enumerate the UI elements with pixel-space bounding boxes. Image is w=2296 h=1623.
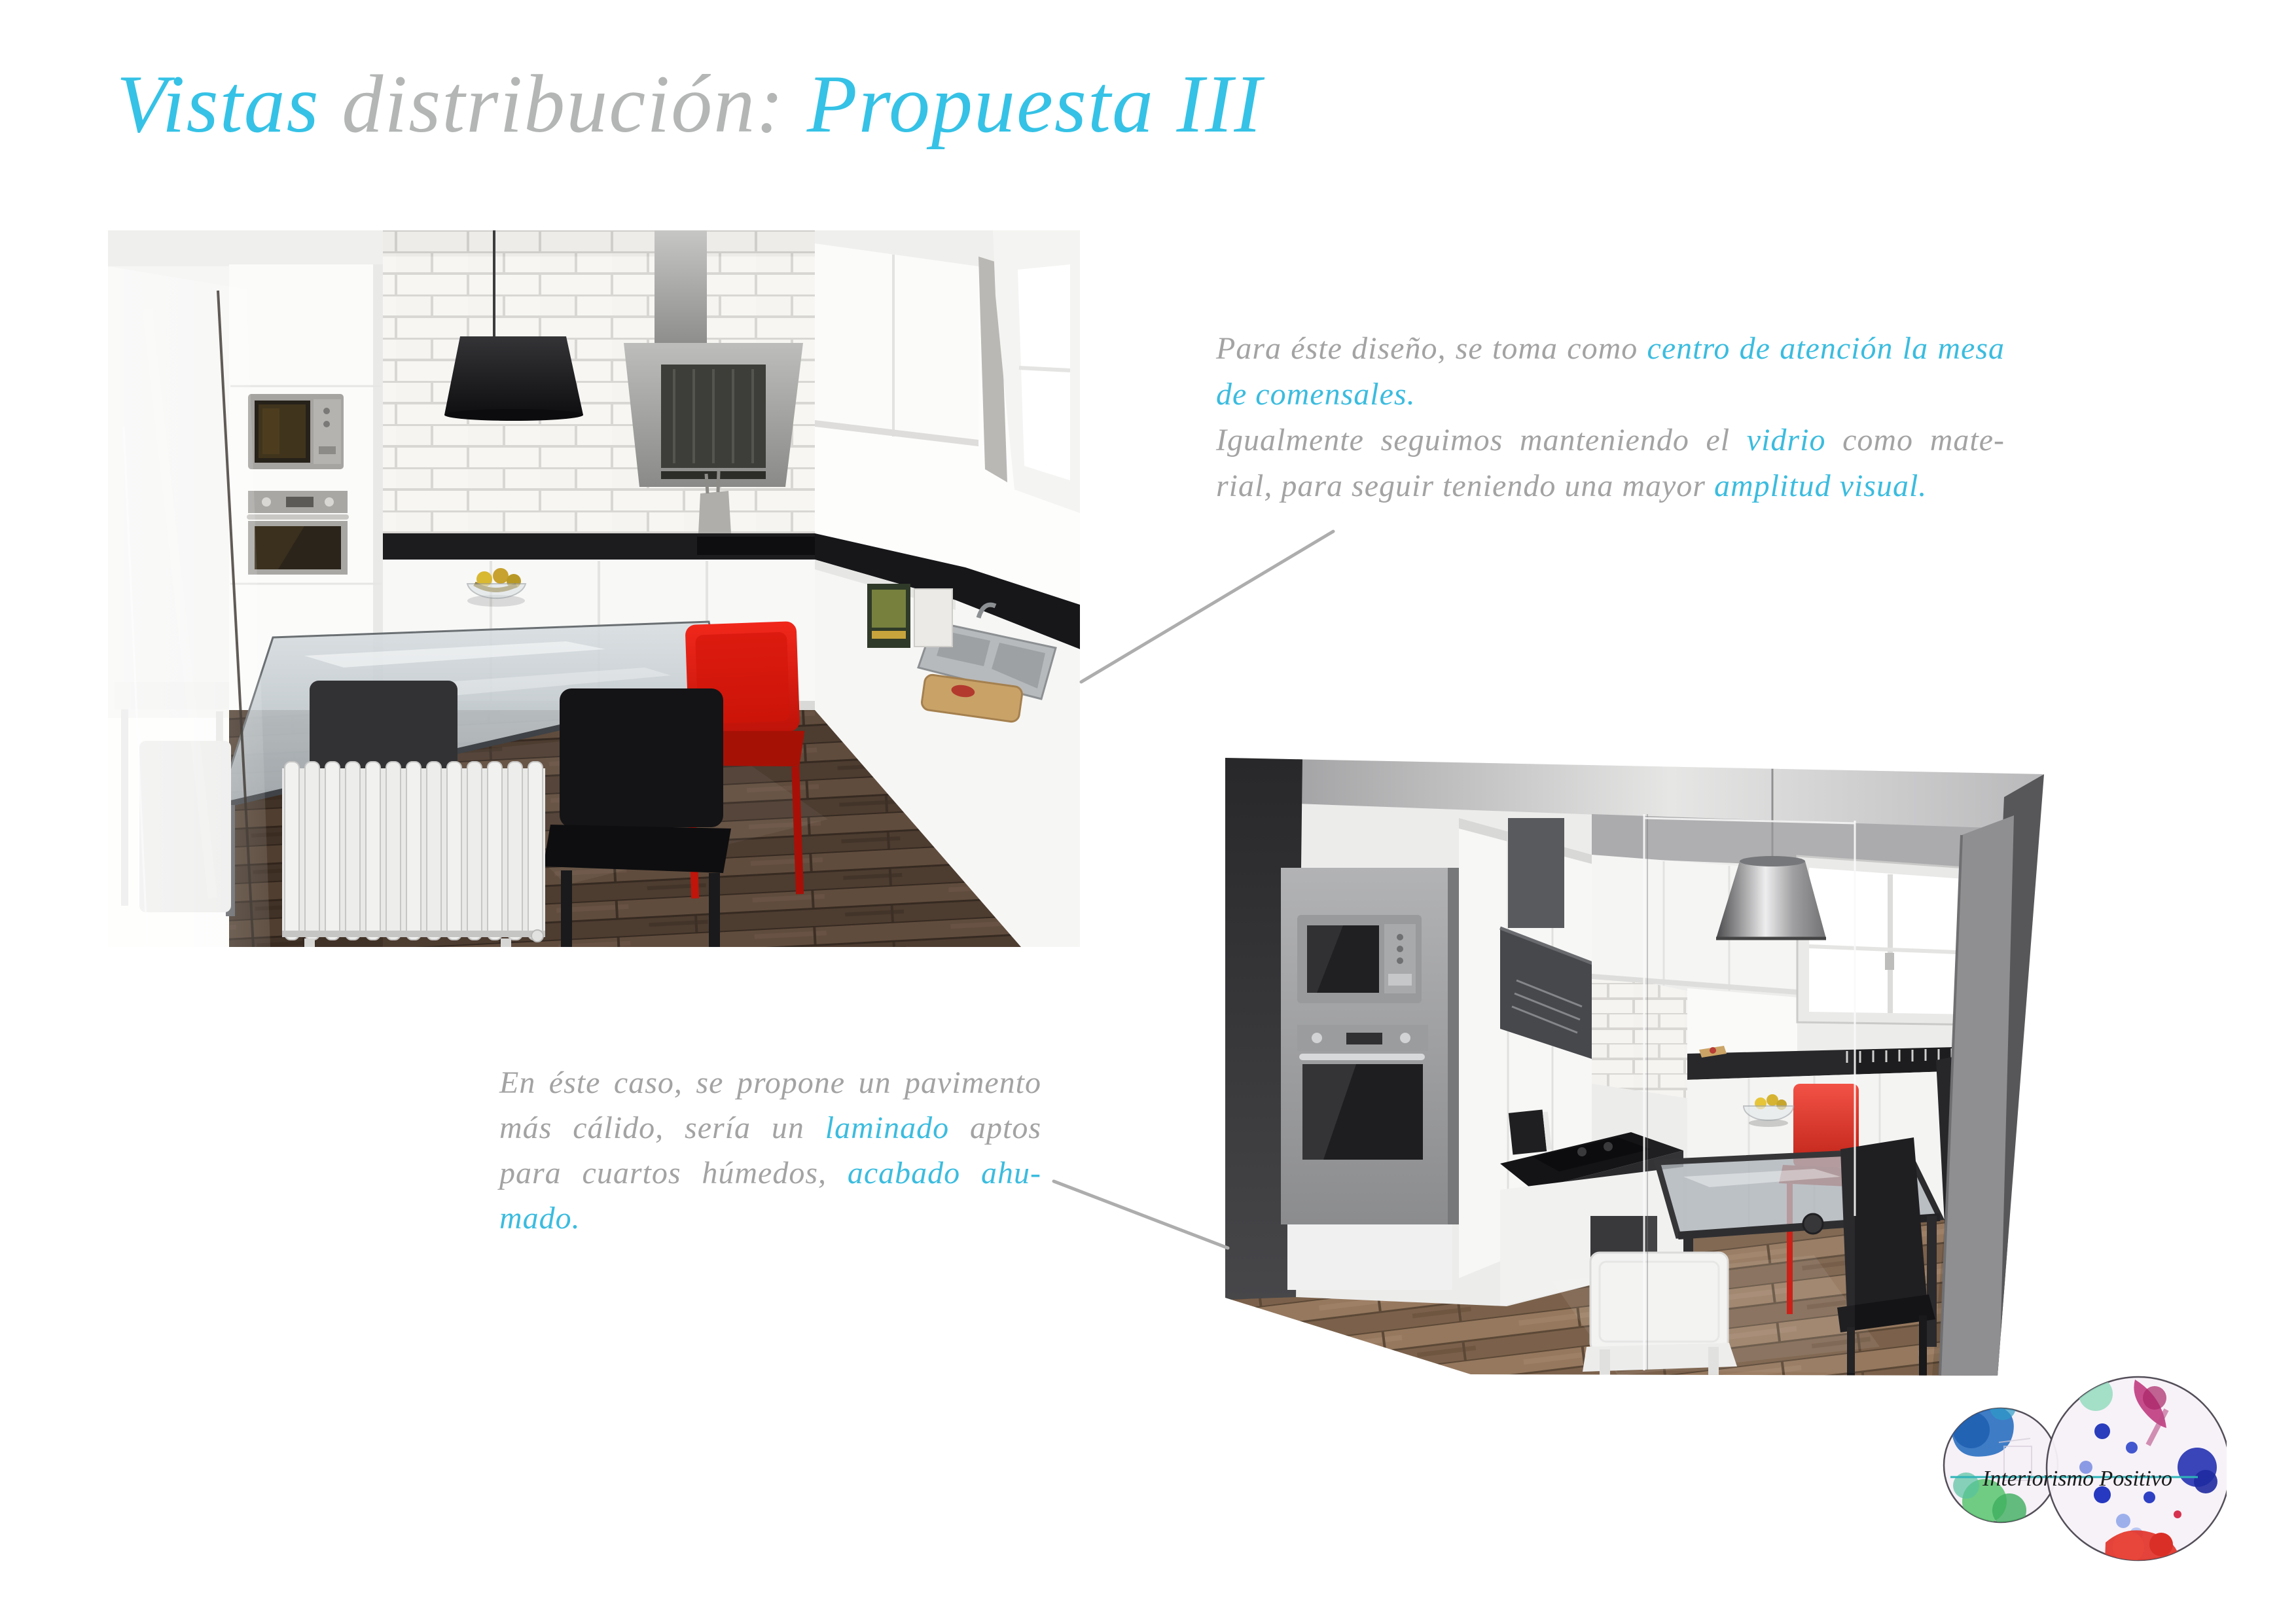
para1-line-2 — [1216, 372, 2005, 418]
right-window — [978, 230, 1080, 513]
microwave — [1297, 915, 1422, 1003]
text-segment: laminado — [825, 1111, 950, 1145]
text-segment: como mate- — [1825, 423, 2005, 457]
wall-oven — [247, 491, 349, 575]
text-segment: En éste caso, se propone un pavimento — [499, 1065, 1041, 1100]
text-segment: de comensales. — [1216, 377, 1416, 412]
para1-line-1 — [1216, 326, 2005, 372]
cookbooks — [867, 584, 952, 648]
text-segment: Igualmente seguimos manteniendo el — [1216, 423, 1747, 457]
glass-door-knob — [1803, 1214, 1823, 1234]
title-word-propuesta: Propuesta III — [806, 59, 1263, 150]
annotation-paragraph-2 — [499, 1060, 1041, 1241]
para2-line-4 — [499, 1196, 1041, 1241]
glass-partition — [108, 266, 270, 947]
logo-circle-left — [1944, 1394, 2058, 1527]
para2-line-2 — [499, 1105, 1041, 1150]
text-segment: acabado ahu- — [847, 1156, 1041, 1190]
text-segment: más cálido, sería un — [499, 1111, 825, 1145]
radiator — [282, 762, 545, 947]
text-segment: vidrio — [1746, 423, 1826, 457]
text-segment: Para éste diseño, se toma como — [1216, 331, 1647, 366]
title-word-vistas: Vistas — [117, 59, 320, 150]
para2-line-3 — [499, 1150, 1041, 1196]
title-word-distribucion: distribución: — [319, 59, 807, 150]
annotation-paragraph-1 — [1216, 326, 2005, 509]
para1-line-4 — [1216, 463, 2005, 509]
logo-interiorismo-positivo — [1939, 1369, 2227, 1572]
text-segment: para cuartos húmedos, — [499, 1156, 848, 1190]
callout-line-2 — [1054, 1181, 1228, 1248]
para1-line-3 — [1216, 418, 2005, 463]
text-segment: rial, para seguir teniendo una mayor — [1216, 469, 1714, 503]
induction-hob — [697, 537, 828, 555]
text-segment: aptos — [949, 1111, 1042, 1145]
upper-wall-cabinets — [815, 243, 978, 446]
callout-line-1 — [1081, 531, 1333, 682]
para2-line-1 — [499, 1060, 1041, 1105]
logo-svg — [1939, 1369, 2227, 1572]
logo-text: Interiorismo Positivo — [1982, 1467, 2172, 1491]
kitchen-render-1-svg — [108, 230, 1080, 947]
wall-oven — [1297, 1025, 1428, 1160]
kitchen-render-2-svg — [1225, 758, 2044, 1376]
cookbook — [1509, 1109, 1552, 1155]
kitchen-render-1 — [108, 230, 1080, 947]
text-segment: amplitud visual. — [1713, 469, 1928, 503]
page-title — [117, 58, 1263, 152]
text-segment: centro de atención la mesa — [1647, 331, 2005, 366]
kitchen-render-2 — [1225, 758, 2044, 1376]
text-segment: mado. — [499, 1201, 581, 1236]
microwave — [248, 394, 344, 469]
